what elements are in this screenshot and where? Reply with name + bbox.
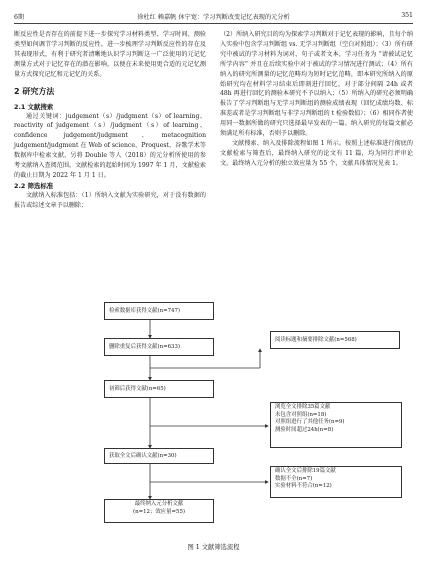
running-title: 徐杜红 赖嘉帆 休宁宽：学习判断改变记忆表现的元分析 [137, 14, 290, 21]
flow-box-final-included [104, 499, 214, 523]
right-column [220, 30, 413, 169]
reason-no-control: 未包含对照组(n=18) [275, 411, 327, 418]
flow-box-confirmed-excluded-title: 确认全文后排除19篇文献 [275, 468, 336, 474]
reason-other-task: 对照组进行了其他任务(n=9) [275, 419, 345, 426]
paragraph-intro-end: 断反应性是否存在的前提下进一步探究学习材料类型、学习时间、测验类型如何调节学习判断的反应性。进一步梳理学习判断反应性的存在及其表现形式，有利于研究者清晰地认识学习判断这一广泛使用的元记忆测量方式对于记忆存在的潜在影响，以便在未来使用更合适的元记忆测量方式探究记忆和元记忆的关系。 [14, 31, 206, 78]
page-number: 351 [401, 12, 413, 19]
flow-box-fulltext-excluded [270, 402, 402, 448]
reason-material-mismatch: 实验材料不符合(n=12) [275, 483, 332, 490]
flow-box-fulltext-excluded-title: 浏览全文排除35篇文献 [275, 404, 331, 410]
final-included-label: 最终纳入元分析文献 [134, 501, 184, 507]
subsection-heading-search: 2.1 文献搜索 [14, 102, 54, 111]
subsection-heading-criteria: 2.2 筛选标准 [14, 181, 54, 190]
flow-box-confirmed: 获取全文后确认文献(n=30) [104, 448, 214, 464]
figure-caption: 图 1 文献筛选流程 [187, 544, 240, 551]
section-heading-methods: 2 研究方法 [14, 86, 55, 96]
reason-over-24h: 测验时间超过24h(n=8) [275, 426, 334, 433]
flowchart-figure [100, 298, 427, 566]
paragraph-criteria: 文献纳入标准包括：（1）所纳入文献为实验研究，对于没有数据的报告或综述文章予以删除； [14, 191, 206, 209]
paragraph-search: 通过关键词：judgement（s）/judgment（s）of learning、reactivity of judgement（s）/judgment（s）of learning、confidence judgement/judgment、metacognition judgement/judgment 在 Web of science、Proquest、谷歌学术等数据库中检索文献，另将 Double 等人（2018）的元分析所使用的参考文献纳入查阅范围。文献检索的起始时间为 1997 年 1 月，文献检索的截止日期为 2022 年 1 月 1 日。 [14, 112, 206, 179]
flow-box-screened: 初筛后获得文献(n=65) [104, 380, 214, 398]
left-column [14, 30, 206, 211]
issue-number: 6期 [14, 14, 25, 21]
paragraph-criteria-continued: （2）所纳入研究目的均为探索学习判断对于记忆表现的影响，且每个纳入实验中包含学习判断组 vs. 无学习判断组（空白对照组）；（3）所有研究中被试的学习材料为词对、句子或者文本，学习任务为 “请被试记忆所学内容” 并且在后续实验中对于被试的学习情况进行测试；（4）所有纳入的研究所测量的记忆范畴均为短时记忆范畴，即本研究所纳入的原始研究均在材料学习结束后即刻进行回忆，对于部分间隔 24h 或者 48h 再进行回忆的测验本研究不予以纳入；（5）所纳入的研究必须明确报告了学习判断组与无学习判断组的测验成绩表现（回忆成绩均数、标准差或者是学习判断组与非学习判断组的 t 检验数值）；（6）相同作者使用同一数据所做的研究只选择最早发表的一篇。纳入研究的每篇文献必须满足所有标准，否则予以删除。 [220, 31, 414, 138]
reason-incomplete-data: 数据不全(n=7) [275, 475, 313, 482]
flow-box-deduplicated: 删除重复后获得文献(n=633) [104, 338, 214, 356]
paragraph-flow-summary: 文献搜索、纳入及排除流程如图 1 所示。按照上述标准进行彻底的文献检索与筛查后，最终纳入研究的论文有 11 篇，均为同行评审论文。最终纳入元分析的独立效应量为 55 个，文献具体情况见表 1。 [220, 139, 413, 167]
final-included-counts: (n=12；效应量=55) [133, 508, 185, 515]
running-header [14, 12, 413, 24]
flow-box-title-abstract-excluded: 阅读标题和摘要排除文献(n=568) [270, 331, 400, 349]
flow-box-confirmed-excluded [270, 466, 402, 498]
flow-box-retrieved: 检索数据库获得文献(n=747) [104, 302, 214, 320]
